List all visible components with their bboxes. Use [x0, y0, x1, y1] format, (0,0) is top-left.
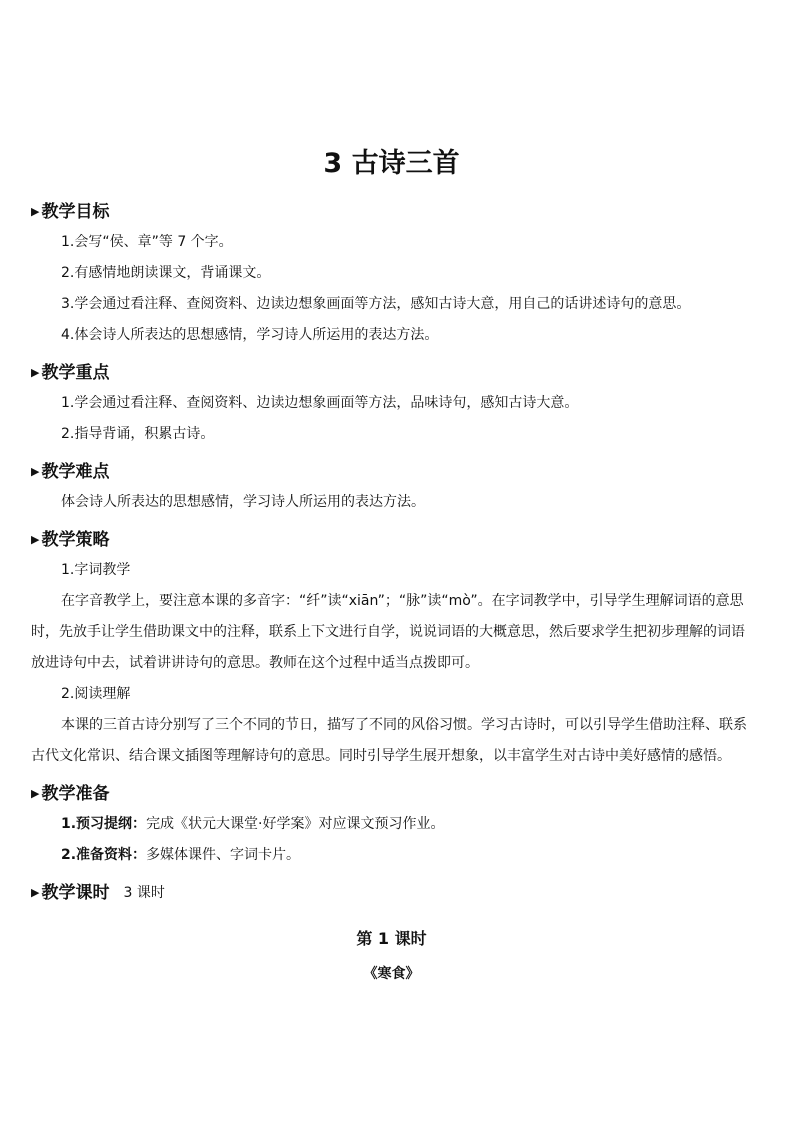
- triangle-bullet-icon: ▶: [31, 465, 40, 478]
- key-point-item: 1.学会通过看注释、查阅资料、边读边想象画面等方法，品味诗句，感知古诗大意。: [61, 395, 579, 411]
- heading-text: 教学策略: [41, 530, 110, 550]
- prep-item: [31, 809, 752, 840]
- strategy-paragraph: 在字音教学上，要注意本课的多音字：“纤”读“xiān”；“脉”读“mò”。在字词教学中，引导学生理解词语的意思时，先放手让学生借助课文中的注释，联系上下文进行自学，说说词语的大概意思，然后要求学生把初步理解的词语放进诗句中去，试着讲讲诗句的意思。教师在这个过程中适当点拨即可。: [31, 593, 745, 671]
- difficulty-item: 体会诗人所表达的思想感情，学习诗人所运用的表达方法。: [61, 494, 425, 510]
- prep-item-label: 2.准备资料：: [61, 847, 147, 863]
- document-content: [31, 150, 752, 985]
- triangle-bullet-icon: ▶: [31, 533, 40, 546]
- strategy-paragraph: 本课的三首古诗分别写了三个不同的节日，描写了不同的风俗习惯。学习古诗时，可以引导学生借助注释、联系古代文化常识、结合课文插图等理解诗句的意思。同时引导学生展开想象，以丰富学生对古诗中美好感情的感悟。: [31, 717, 747, 764]
- heading-text: 教学重点: [41, 363, 110, 383]
- goal-item: 4.体会诗人所表达的思想感情，学习诗人所运用的表达方法。: [61, 327, 439, 343]
- page-title: 3 古诗三首: [323, 148, 460, 179]
- triangle-bullet-icon: ▶: [31, 886, 40, 899]
- key-point-item: 2.指导背诵，积累古诗。: [61, 426, 215, 442]
- triangle-bullet-icon: ▶: [31, 366, 40, 379]
- section-heading-preparation: [31, 782, 752, 806]
- prep-item-label: 1.预习提纲：: [61, 816, 147, 832]
- strategy-subtitle: 2.阅读理解: [61, 686, 131, 702]
- poem-title: 《寒食》: [363, 966, 420, 982]
- prep-item: [31, 840, 752, 871]
- prep-item-text: 完成《状元大课堂·好学案》对应课文预习作业。: [146, 816, 445, 832]
- heading-text: 教学准备: [41, 784, 110, 804]
- section-heading-difficulties: [31, 460, 752, 484]
- heading-text: 教学目标: [41, 202, 110, 222]
- section-heading-hours: [31, 881, 752, 905]
- goal-item: 3.学会通过看注释、查阅资料、边读边想象画面等方法，感知古诗大意，用自己的话讲述诗句的意思。: [61, 296, 691, 312]
- strategy-subtitle: 1.字词教学: [61, 562, 131, 578]
- heading-text: 教学难点: [41, 462, 110, 482]
- triangle-bullet-icon: ▶: [31, 787, 40, 800]
- section-heading-key-points: [31, 361, 752, 385]
- hours-value: 3 课时: [123, 885, 165, 901]
- lesson-title: 第 1 课时: [356, 929, 427, 948]
- heading-text: 教学课时: [41, 883, 110, 903]
- section-heading-goals: [31, 200, 752, 224]
- goal-item: 2.有感情地朗读课文，背诵课文。: [61, 265, 271, 281]
- triangle-bullet-icon: ▶: [31, 205, 40, 218]
- section-heading-strategy: [31, 528, 752, 552]
- prep-item-text: 多媒体课件、字词卡片。: [146, 847, 301, 863]
- goal-item: 1.会写“侯、章”等 7 个字。: [61, 234, 233, 250]
